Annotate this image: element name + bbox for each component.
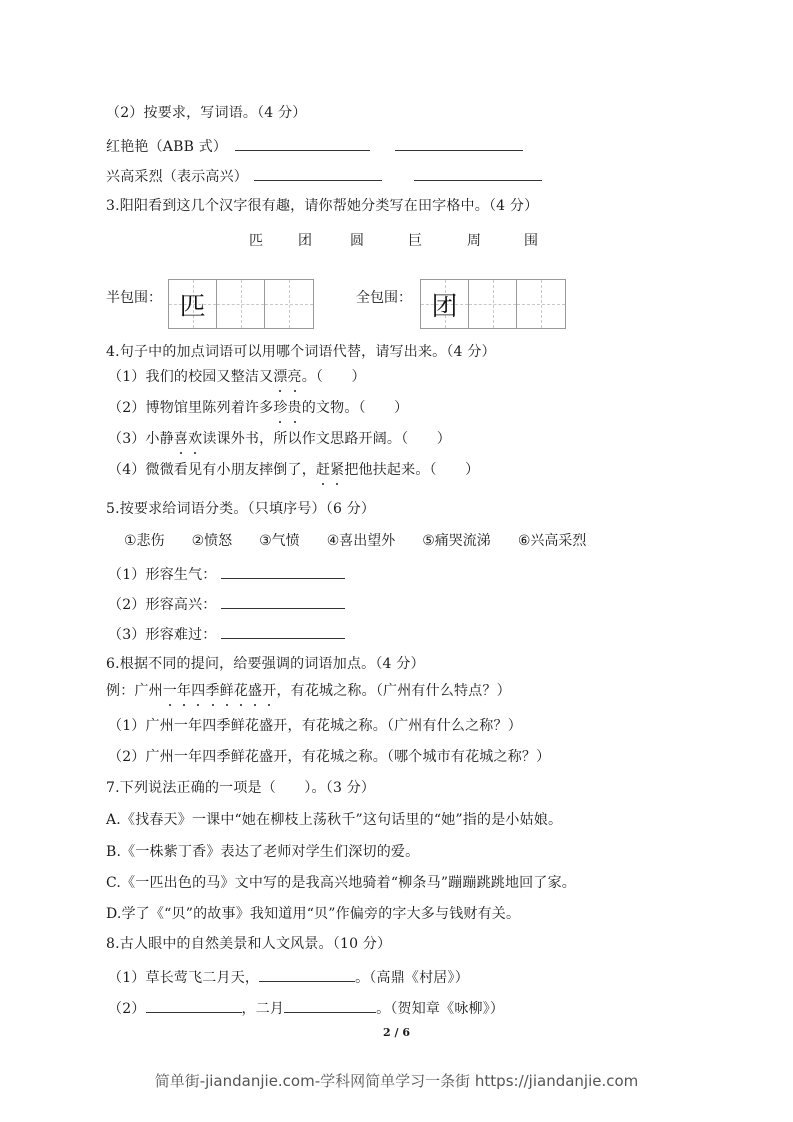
dotted-char: 开	[262, 683, 277, 699]
answer-blank[interactable]	[221, 624, 345, 639]
dotted-char: 年	[177, 683, 192, 699]
q6-item: （2）广州一年四季鲜花盛开，有花城之称。（哪个城市有花城之称？）	[108, 749, 551, 765]
q8-item-text: 。（贺知章《咏柳》）	[376, 1001, 505, 1017]
dotted-char: 季	[205, 683, 220, 699]
answer-blank[interactable]	[395, 136, 523, 151]
q4-item-text: （3）小静	[108, 431, 174, 447]
q4-item	[108, 368, 366, 386]
q4-item-text: 的文物。（ ）	[301, 400, 409, 416]
q3-char: 围	[524, 233, 538, 249]
grid-cell[interactable]	[265, 280, 313, 328]
example-text: 例：广州	[106, 683, 163, 699]
q8-item-text: 。（高鼎《村居》）	[355, 970, 469, 986]
q3-char: 匹	[249, 233, 263, 249]
answer-blank[interactable]	[221, 594, 345, 609]
dotted-char: 盛	[248, 683, 263, 699]
dotted-char: 鲜	[219, 683, 234, 699]
q6-title: 6.根据不同的提问，给要强调的词语加点。（4 分）	[106, 656, 425, 672]
grid-cell[interactable]	[517, 280, 565, 328]
answer-blank[interactable]	[146, 998, 242, 1013]
q5-item-label: （3）形容难过：	[108, 627, 217, 643]
q7-option-c: C.《一匹出色的马》文中写的是我高兴地骑着“柳条马”蹦蹦跳跳地回了家。	[106, 875, 576, 891]
q3-char: 周	[467, 233, 481, 249]
q5-title: 5.按要求给词语分类。（只填序号）（6 分）	[106, 501, 376, 517]
dotted-char: 喜	[173, 431, 189, 447]
q4-item-text: （2）博物馆里陈列着许多	[108, 400, 274, 416]
dotted-char: 一	[162, 683, 178, 699]
page-number: 2 / 6	[383, 1026, 410, 1039]
q5-option: ④喜出望外	[326, 533, 396, 549]
q7-option-b: B.《一株紫丁香》表达了老师对学生们深切的爱。	[106, 844, 420, 860]
q4-item	[108, 399, 408, 417]
q5-option: ⑥兴高采烈	[517, 533, 587, 549]
q5-item	[108, 594, 345, 614]
dotted-char: 花	[233, 683, 249, 699]
q8-item	[108, 967, 469, 987]
q2-2-row1	[106, 136, 523, 156]
q5-option: ①悲伤	[124, 533, 165, 549]
q2-2-row2	[106, 166, 542, 186]
grid-cell[interactable]	[217, 280, 265, 328]
q2-2-title: （2）按要求，写词语。（4 分）	[106, 105, 307, 121]
q4-item	[108, 461, 479, 479]
q8-item-text: ，二月	[241, 1001, 285, 1017]
answer-blank[interactable]	[284, 998, 376, 1013]
answer-blank[interactable]	[414, 166, 542, 181]
q7-option-a: A.《找春天》一课中“她在柳枝上荡秋千”这句话里的“她”指的是小姑娘。	[106, 812, 563, 828]
q5-option: ②愤怒	[191, 533, 233, 549]
q5-item-label: （1）形容生气：	[108, 567, 217, 583]
half-enclosure-label: 半包围：	[106, 290, 162, 306]
example-text: ，有花城之称。（广州有什么特点？）	[276, 683, 511, 699]
answer-blank[interactable]	[254, 166, 382, 181]
grid-cell[interactable]	[469, 280, 517, 328]
q5-option: ③气愤	[259, 533, 300, 549]
full-enclosure-grid	[420, 279, 566, 329]
row2-label: 兴高采烈（表示高兴）	[106, 169, 248, 185]
q8-title: 8.古人眼中的自然美景和人文风景。（10 分）	[106, 936, 392, 952]
q5-item	[108, 624, 345, 644]
q3-char: 圆	[350, 233, 364, 249]
grid-example-char: 团	[431, 291, 458, 322]
q8-item-text: （1）草长莺飞二月天，	[108, 970, 260, 986]
q7-option-d: D.学了《“贝”的故事》我知道用“贝”作偏旁的字大多与钱财有关。	[106, 906, 521, 922]
q3-char: 团	[298, 233, 312, 249]
full-enclosure-label: 全包围：	[356, 290, 412, 306]
dotted-char: 亮	[287, 369, 302, 385]
dotted-char: 欢	[188, 431, 203, 447]
q8-item	[108, 998, 504, 1018]
answer-blank[interactable]	[235, 136, 370, 151]
q4-item-text: （4）微微看见有小朋友摔倒了，	[108, 462, 316, 478]
q5-options	[124, 530, 586, 550]
q4-title: 4.句子中的加点词语可以用哪个词语代替，请写出来。（4 分）	[106, 344, 496, 360]
footer-watermark: 简单街-jiandanjie.com-学科网简单学习一条街 https://jiandanjie.com	[154, 1072, 639, 1090]
q4-item-text: 。（ ）	[301, 369, 366, 385]
q3-title: 3.阳阳看到这几个汉字很有趣，请你帮她分类写在田字格中。（4 分）	[106, 198, 539, 214]
q5-item-label: （2）形容高兴：	[108, 597, 217, 613]
grid-cell[interactable]	[421, 280, 469, 328]
q4-item	[108, 430, 451, 448]
grid-cell[interactable]	[169, 280, 217, 328]
q5-item	[108, 564, 345, 584]
q3-char-list	[249, 230, 573, 250]
dotted-char: 赶	[315, 462, 331, 478]
half-enclosure-grid	[168, 279, 314, 329]
answer-blank[interactable]	[221, 564, 345, 579]
q3-char: 巨	[408, 233, 422, 249]
q4-item-text: 把他扶起来。（ ）	[344, 462, 480, 478]
grid-example-char: 匹	[179, 291, 206, 322]
q6-example	[106, 682, 511, 700]
q5-option: ⑤痛哭流涕	[422, 533, 491, 549]
dotted-char: 漂	[273, 369, 288, 385]
answer-blank[interactable]	[259, 967, 355, 982]
row1-label: 红艳艳（ABB 式）	[106, 139, 228, 155]
q4-item-text: （1）我们的校园又整洁又	[108, 369, 274, 385]
dotted-char: 珍	[273, 400, 288, 416]
dotted-char: 贵	[287, 400, 302, 416]
dotted-char: 四	[191, 683, 206, 699]
q8-item-text: （2）	[108, 1001, 146, 1017]
q7-title: 7.下列说法正确的一项是（ ）。（3 分）	[106, 780, 376, 796]
dotted-char: 紧	[330, 462, 345, 478]
q6-item: （1）广州一年四季鲜花盛开，有花城之称。（广州有什么之称？）	[108, 718, 522, 734]
q4-item-text: 读课外书，所以作文思路开阔。（ ）	[202, 431, 451, 447]
